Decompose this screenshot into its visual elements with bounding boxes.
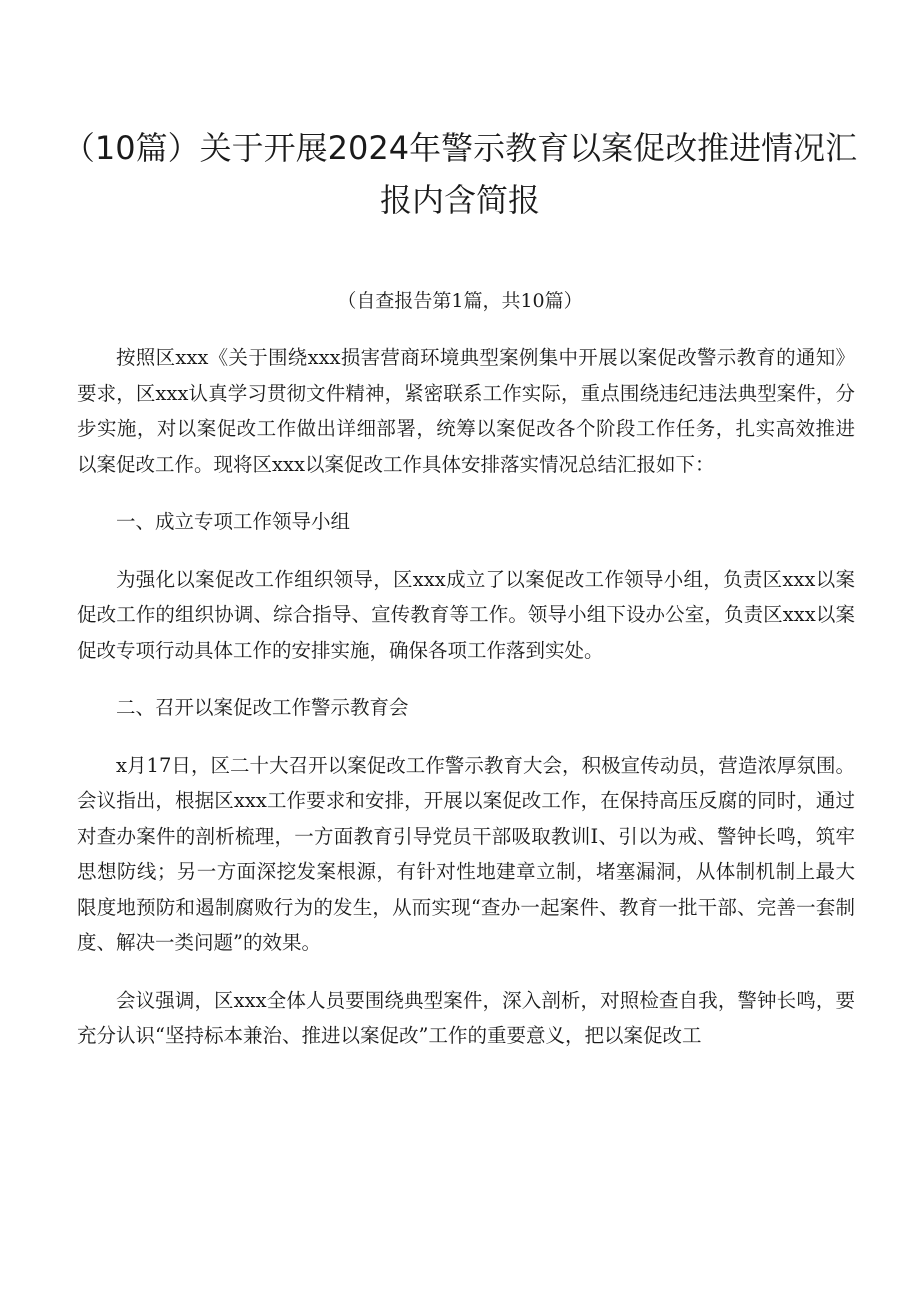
section-1-paragraph: 为强化以案促改工作组织领导，区xxx成立了以案促改工作领导小组，负责区xxx以案促改工作的组织协调、综合指导、宣传教育等工作。领导小组下设办公室，负责区xxx以案促改专项行动具体工作的安排实施，确保各项工作落到实处。 [77, 567, 855, 662]
meeting-emphasis-paragraph: 会议强调，区xxx全体人员要围绕典型案件，深入剖析，对照检查自我，警钟长鸣，要充分认识“坚持标本兼治、推进以案促改”工作的重要意义，把以案促改工 [77, 988, 855, 1047]
document-body [77, 340, 855, 1054]
intro-paragraph: 按照区xxx《关于围绕xxx损害营商环境典型案例集中开展以案促改警示教育的通知》要求，区xxx认真学习贯彻文件精神，紧密联系工作实际，重点围绕违纪违法典型案件，分步实施，对以案促改工作做出详细部署，统筹以案促改各个阶段工作任务，扎实高效推进以案促改工作。现将区xxx以案促改工作具体安排落实情况总结汇报如下： [77, 346, 855, 476]
section-heading-2: 二、召开以案促改工作警示教育会 [116, 696, 409, 719]
document-subtitle: （自查报告第1篇，共10篇） [337, 290, 583, 312]
document-title: （10篇）关于开展2024年警示教育以案促改推进情况汇报内含简报 [62, 129, 858, 219]
section-2-paragraph: x月17日，区二十大召开以案促改工作警示教育大会，积极宣传动员，营造浓厚氛围。会议指出，根据区xxx工作要求和安排，开展以案促改工作，在保持高压反腐的同时，通过对查办案件的剖析梳理，一方面教育引导党员干部吸取教训I、引以为戒、警钟长鸣，筑牢思想防线；另一方面深挖发案根源，有针对性地建章立制，堵塞漏洞，从体制机制上最大限度地预防和遏制腐败行为的发生，从而实现“查办一起案件、教育一批干部、完善一套制度、解决一类问题”的效果。 [77, 753, 855, 954]
section-heading-1: 一、成立专项工作领导小组 [116, 510, 351, 533]
